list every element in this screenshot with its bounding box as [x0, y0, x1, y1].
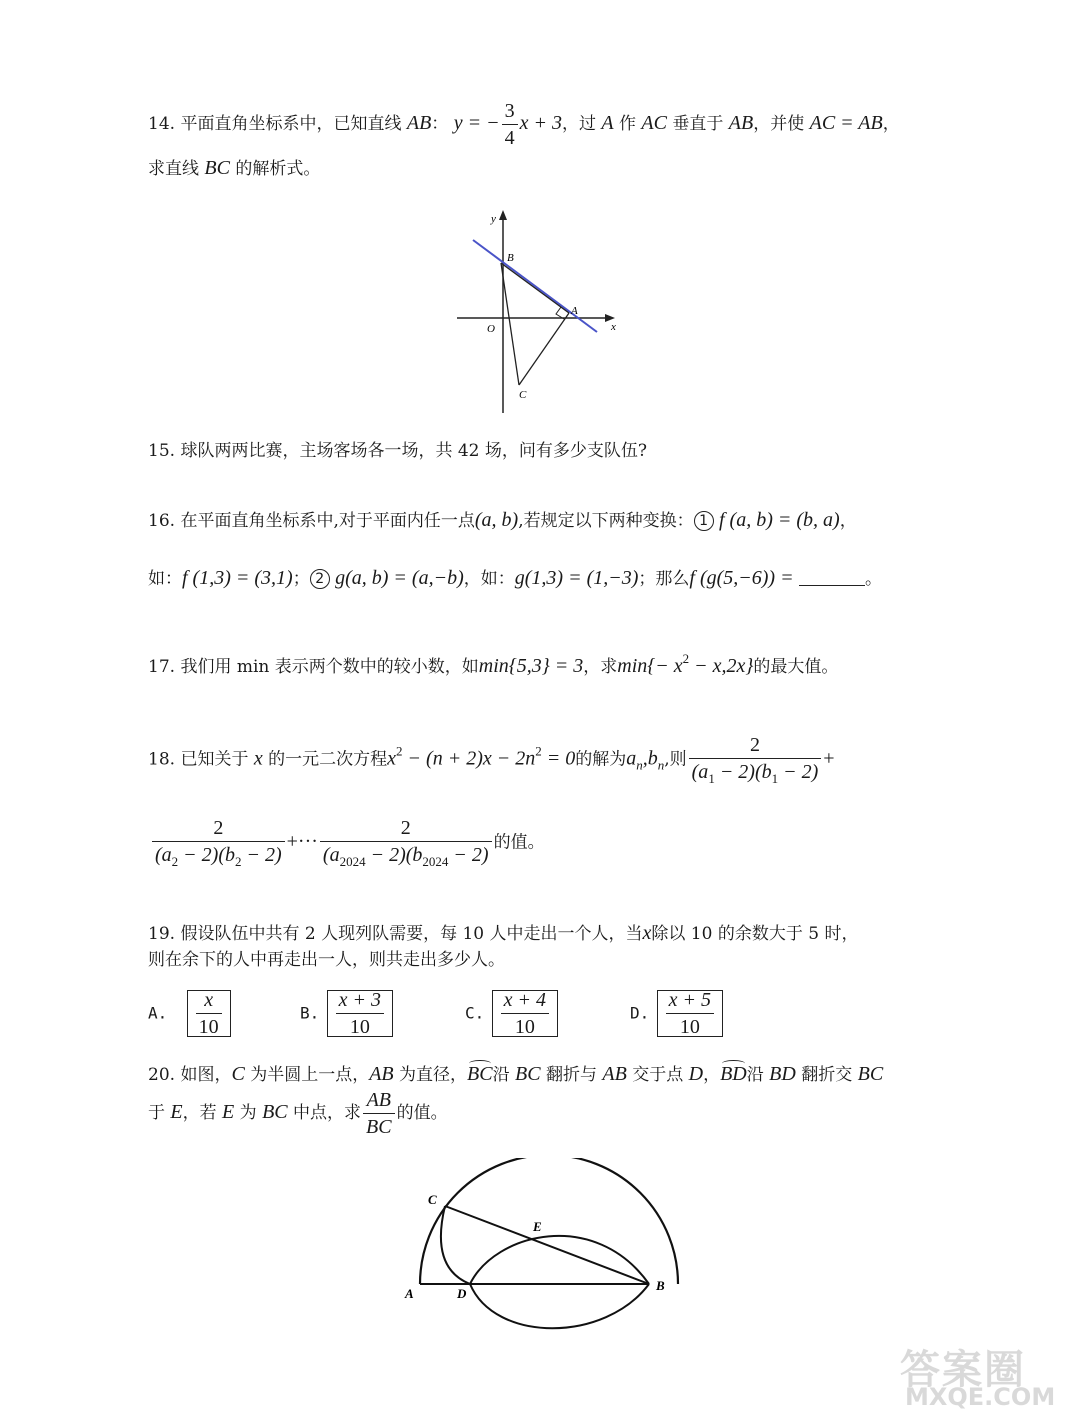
label-y: y: [491, 213, 496, 225]
q20-ratio-fraction: $\frac{AB}{BC}$: [363, 1090, 395, 1137]
question-14-line2: 求直线 BC 的解析式。: [148, 157, 321, 179]
q18-fraction-2: $\frac{2}{(a_2 - 2)(b_2 - 2)}$: [152, 818, 285, 868]
question-18: 18. 已知关于 x 的一元二次方程$x^2 - (n + 2)x - 2n^2 = 0$的解为$a_n,b_n$,则 $\frac{2}{(a_1 - 2)(b_1 - 2)}$ +: [148, 734, 835, 786]
y-axis-arrow: [499, 210, 507, 220]
q14-slope-fraction: $\frac{3}{4}$: [502, 101, 518, 148]
label-x: x: [611, 321, 616, 333]
question-18-line2: $\frac{2}{(a_2 - 2)(b_2 - 2)}$ +··· $\frac{2}{(a_{2024} - 2)(b_{2024} - 2)}$ 的值。: [150, 818, 545, 868]
question-14: 14. 平面直角坐标系中，已知直线 AB： y = − $\frac{3}{4}$ x + 3，过 A 作 AC 垂直于 AB，并使 AC = AB，: [148, 100, 900, 149]
question-17: 17. 我们用 min 表示两个数中的较小数，如min{5,3} = 3，求$\min\{- x^2 - x,2x\}$的最大值。: [148, 651, 839, 677]
segment-ac: [519, 313, 569, 385]
question-19-line2: 则在余下的人中再走出一人，则共走出多少人。: [148, 950, 505, 970]
folded-arc-bc: [441, 1206, 470, 1284]
q14-number: 14.: [148, 114, 176, 134]
label-d: D: [457, 1286, 467, 1301]
label-a: A: [405, 1286, 414, 1301]
question-20: 20. 如图，C 为半圆上一点，AB 为直径，BC沿 BC 翻折与 AB 交于点 D，BD沿 BD 翻折交 BC: [148, 1063, 884, 1085]
question-16: 16. 在平面直角坐标系中,对于平面内任一点(a, b),若规定以下两种变换： 1 f (a, b) = (b, a)，: [148, 509, 857, 531]
semicircle-arc: [420, 1158, 678, 1284]
label-o: O: [487, 323, 495, 335]
q18-fraction-3: $\frac{2}{(a_{2024} - 2)(b_{2024} - 2)}$: [320, 818, 492, 868]
q19-option-c[interactable]: C. $\frac{x + 4}{10}$: [465, 990, 558, 1037]
arc-bd: BD: [720, 1063, 747, 1085]
question-16-line2: 如：f (1,3) = (3,1)； 2 g(a, b) = (a,−b)，如：g(1,3) = (1,−3)；那么f (g(5,−6)) = 。: [148, 567, 882, 589]
label-a: A: [571, 305, 578, 317]
watermark-en: MXQE.COM: [905, 1383, 1056, 1411]
question-15: 15. 球队两两比赛，主场客场各一场，共 42 场，问有多少支队伍?: [148, 441, 648, 461]
q19-option-a[interactable]: A. $\frac{x}{10}$: [148, 990, 231, 1037]
floor-bracket: $\frac{x + 5}{10}$: [657, 990, 723, 1037]
label-c: C: [519, 389, 527, 401]
floor-bracket: $\frac{x}{10}$: [187, 990, 231, 1037]
label-c: C: [428, 1192, 437, 1207]
question-20-line2: 于 E，若 E 为 BC 中点，求 $\frac{AB}{BC}$ 的值。: [148, 1089, 448, 1138]
folded-arc-bd-bottom: [470, 1284, 649, 1328]
q20-semicircle-figure: [395, 1158, 690, 1348]
answer-blank[interactable]: [799, 585, 865, 586]
watermark-cn: 答案圈: [900, 1347, 1026, 1393]
label-b: B: [507, 252, 514, 264]
label-b: B: [656, 1278, 665, 1293]
arc-bc: BC: [467, 1063, 493, 1085]
floor-bracket: $\frac{x + 3}{10}$: [327, 990, 393, 1037]
question-19: 19. 假设队伍中共有 2 人现列队需要，每 10 人中走出一个人，当x除以 10 的余数大于 5 时，: [148, 922, 859, 944]
q19-option-b[interactable]: B. $\frac{x + 3}{10}$: [300, 990, 393, 1037]
segment-ba: [501, 263, 569, 313]
circled-number-1: 1: [694, 511, 714, 531]
label-e: E: [533, 1219, 542, 1234]
circled-number-2: 2: [310, 569, 330, 589]
q14-coordinate-figure: [455, 208, 630, 416]
q19-option-d[interactable]: D. $\frac{x + 5}{10}$: [630, 990, 723, 1037]
q18-fraction-1: $\frac{2}{(a_1 - 2)(b_1 - 2)}$: [689, 735, 822, 785]
folded-arc-bd-top: [470, 1236, 649, 1284]
chord-cb: [445, 1206, 649, 1284]
floor-bracket: $\frac{x + 4}{10}$: [492, 990, 558, 1037]
